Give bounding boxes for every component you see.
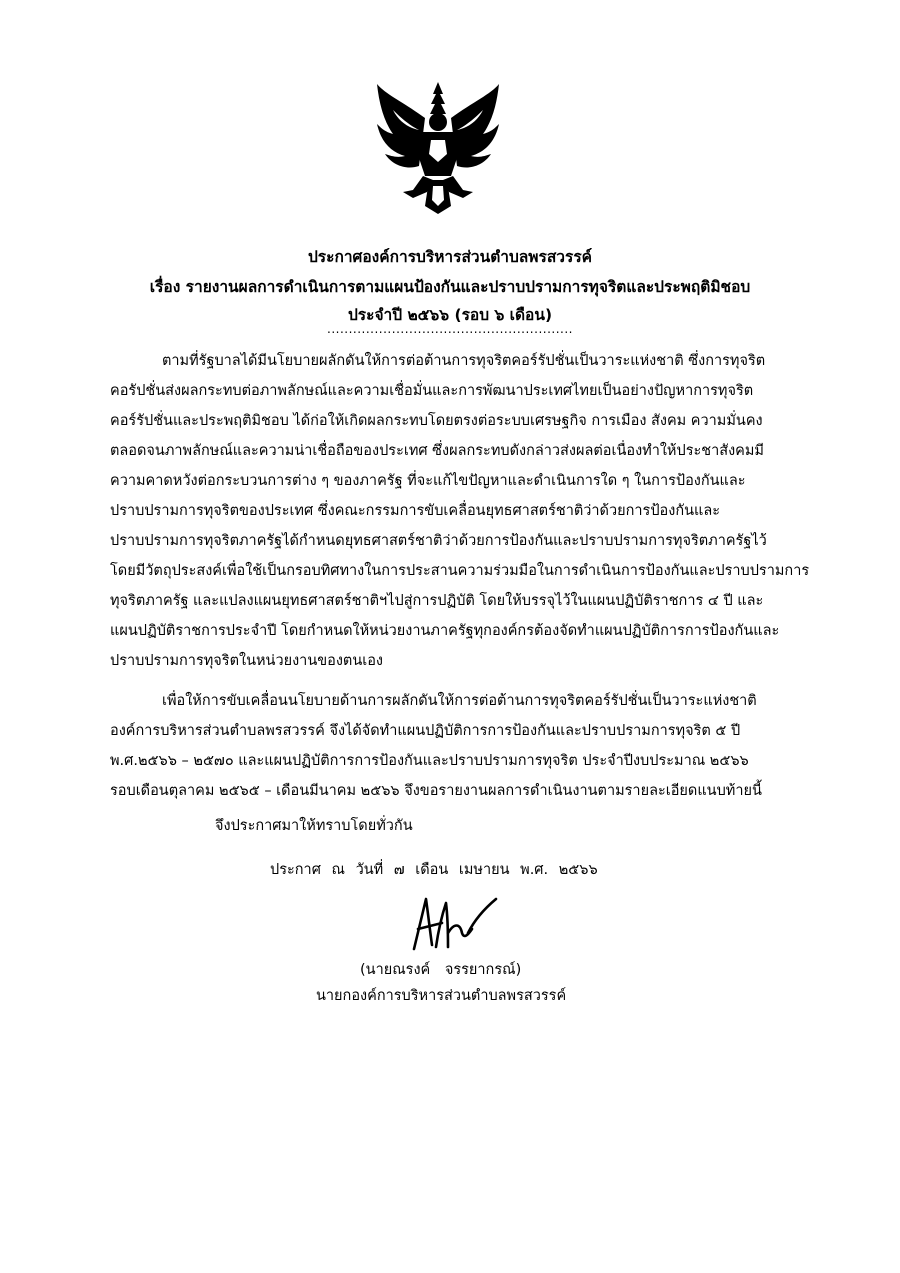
period-line: ประจำปี ๒๕๖๖ (รอบ ๖ เดือน) [347, 306, 553, 324]
p2-line-1: เพื่อให้การขับเคลื่อนนโยบายด้านการผลักดันให้การต่อต้านการทุจริตคอร์รัปชั่นเป็นวาระแห่งชาติ [162, 693, 757, 709]
p1-line-5: ความคาดหวังต่อกระบวนการต่าง ๆ ของภาครัฐ ที่จะแก้ไขปัญหาและดำเนินการใด ๆ ในการป้องกันและ [110, 473, 746, 489]
separator-line: ......................................................... [327, 322, 573, 336]
p1-line-4: ตลอดจนภาพลักษณ์และความน่าเชื่อถือของประเทศ ซึ่งผลกระทบดังกล่าวส่งผลต่อเนื่องทำให้ประชาสังคมมี [110, 443, 764, 459]
closing-line: จึงประกาศมาให้ทราบโดยทั่วกัน [215, 818, 413, 834]
p1-line-8: โดยมีวัตถุประสงค์เพื่อใช้เป็นกรอบทิศทางในการประสานความร่วมมือในการดำเนินการป้องกันและปราบปรามการ [110, 563, 810, 579]
garuda-emblem-icon [373, 80, 503, 215]
handwritten-signature-icon [408, 893, 498, 953]
signatory-position: นายกองค์การบริหารส่วนตำบลพรสวรรค์ [316, 988, 567, 1004]
p1-line-1: ตามที่รัฐบาลได้มีนโยบายผลักดันให้การต่อต้านการทุจริตคอร์รัปชั่นเป็นวาระแห่งชาติ ซึ่งการทุจริต [162, 353, 766, 369]
p2-line-3: พ.ศ.๒๕๖๖ – ๒๕๗๐ และแผนปฏิบัติการการป้องกันและปราบปรามการทุจริต ประจำปีงบประมาณ ๒๕๖๖ [110, 753, 749, 769]
signatory-name: (นายณรงค์ จรรยากรณ์) [360, 962, 522, 978]
org-title: ประกาศองค์การบริหารส่วนตำบลพรสวรรค์ [307, 248, 593, 266]
p2-line-2: องค์การบริหารส่วนตำบลพรสวรรค์ จึงได้จัดทำแผนปฏิบัติการการป้องกันและปราบปรามการทุจริต ๕ ปี [110, 723, 741, 739]
p1-line-11: ปราบปรามการทุจริตในหน่วยงานของตนเอง [110, 653, 384, 669]
p1-line-10: แผนปฏิบัติราชการประจำปี โดยกำหนดให้หน่วยงานภาครัฐทุกองค์กรต้องจัดทำแผนปฏิบัติการการป้องกันและ [110, 623, 780, 639]
p1-line-6: ปราบปรามการทุจริตของประเทศ ซึ่งคณะกรรมการขับเคลื่อนยุทธศาสตร์ชาติว่าด้วยการป้องกันและ [110, 503, 721, 519]
p1-line-9: ทุจริตภาครัฐ และแปลงแผนยุทธศาสตร์ชาติฯไปสู่การปฏิบัติ โดยให้บรรจุไว้ในแผนปฏิบัติราชการ ๔ ปี และ [110, 593, 764, 609]
p1-line-2: คอรัปชั่นส่งผลกระทบต่อภาพลักษณ์และความเชื่อมั่นและการพัฒนาประเทศไทยเป็นอย่างปัญหาการทุจริต [110, 383, 754, 399]
p1-line-7: ปราบปรามการทุจริตภาครัฐได้กำหนดยุทธศาสตร์ชาติว่าด้วยการป้องกันและปราบปรามการทุจริตภาครัฐไว้ [110, 533, 767, 549]
p2-line-4: รอบเดือนตุลาคม ๒๕๖๕ – เดือนมีนาคม ๒๕๖๖ จึงขอรายงานผลการดำเนินงานตามรายละเอียดแนบท้ายนี้ [110, 783, 762, 799]
p1-line-3: คอร์รัปชั่นและประพฤติมิชอบ ได้ก่อให้เกิดผลกระทบโดยตรงต่อระบบเศรษฐกิจ การเมือง สังคม ความมั่นคง [110, 413, 763, 429]
subject-line: เรื่อง รายงานผลการดำเนินการตามแผนป้องกันและปราบปรามการทุจริตและประพฤติมิชอบ [149, 278, 751, 296]
announce-date: ประกาศ ณ วันที่ ๗ เดือน เมษายน พ.ศ. ๒๕๖๖ [270, 862, 598, 878]
